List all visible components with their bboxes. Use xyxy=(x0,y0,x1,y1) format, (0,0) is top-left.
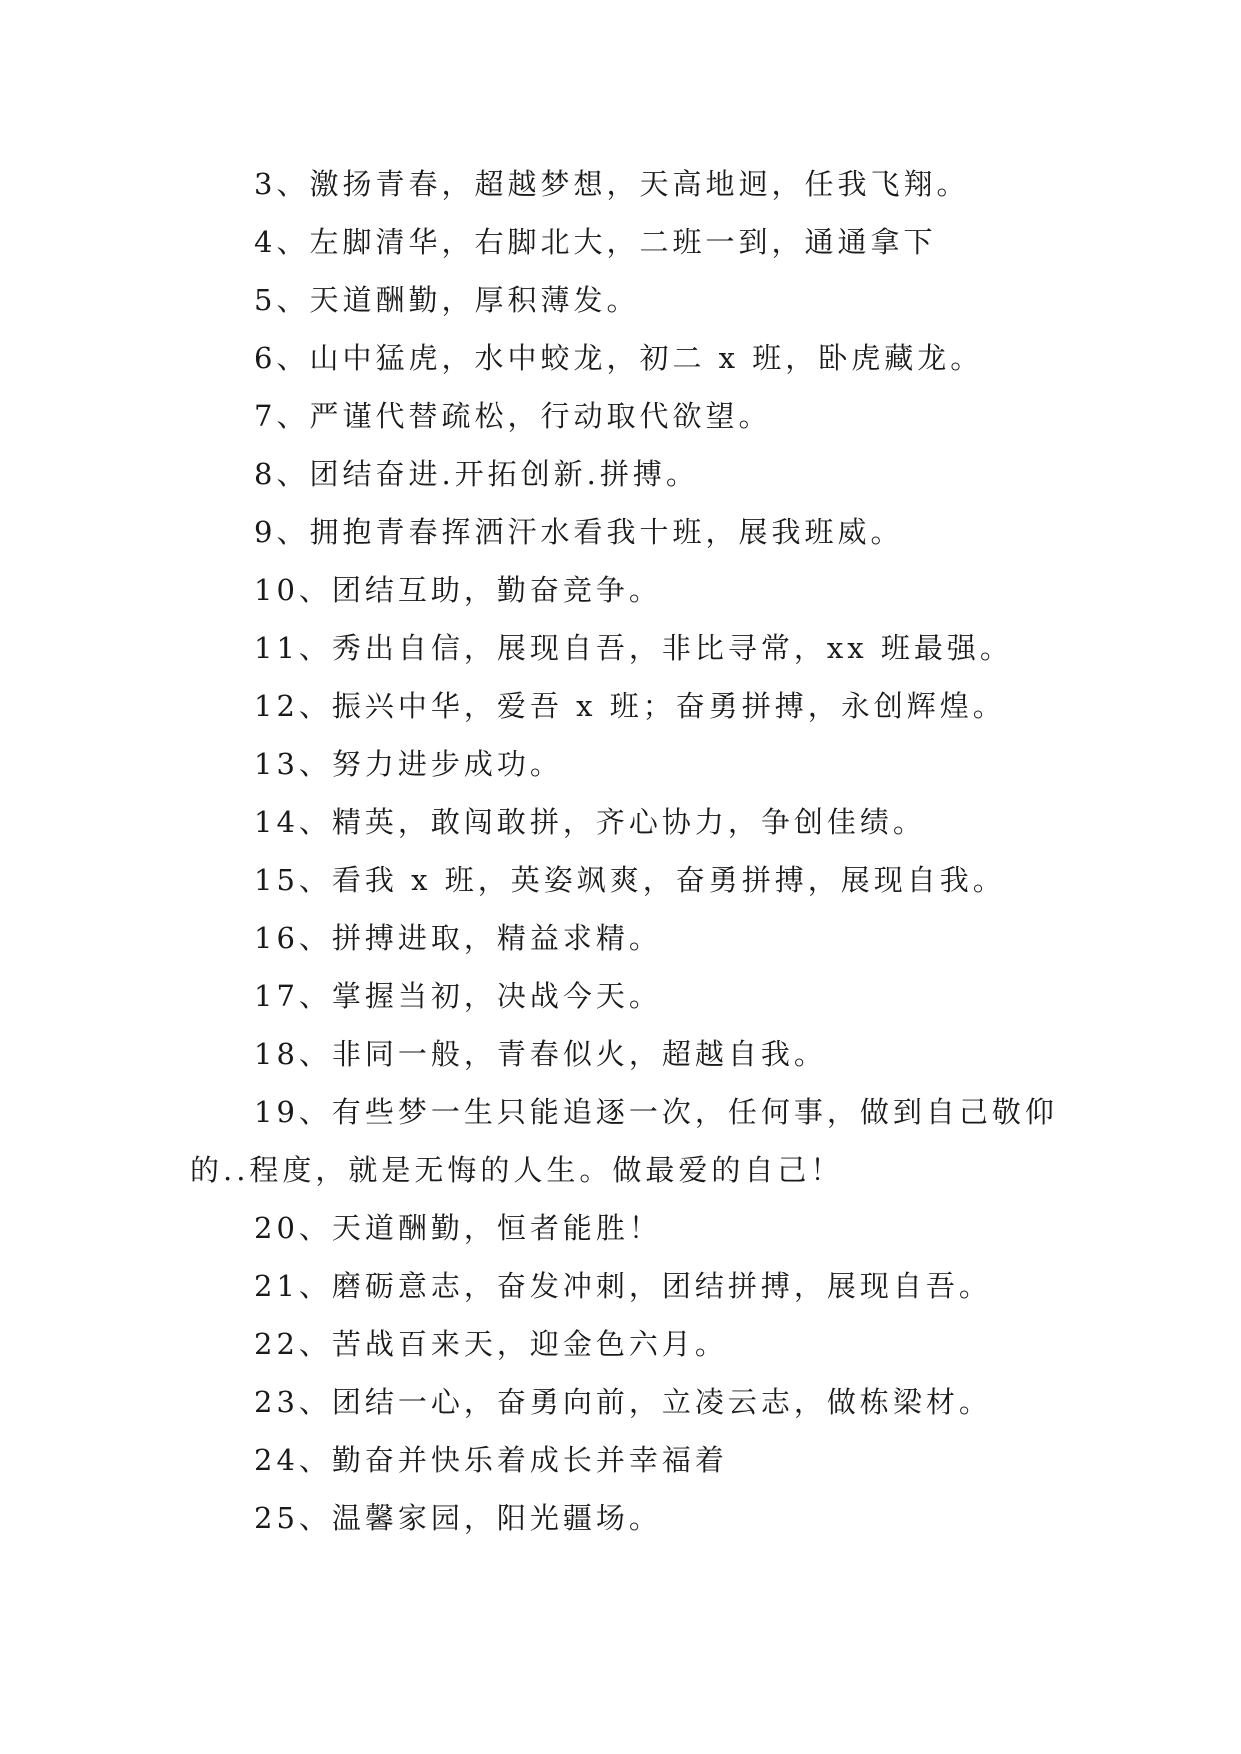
slogan-item: 7、严谨代替疏松，行动取代欲望。 xyxy=(254,399,772,433)
slogan-item: 21、磨砺意志，奋发冲刺，团结拼搏，展现自吾。 xyxy=(254,1269,992,1303)
slogan-item: 12、振兴中华，爱吾 x 班；奋勇拼搏，永创辉煌。 xyxy=(254,689,1006,723)
slogan-item: 8、团结奋进.开拓创新.拼搏。 xyxy=(254,457,699,491)
slogan-item: 15、看我 x 班，英姿飒爽，奋勇拼搏，展现自我。 xyxy=(254,863,1006,897)
slogan-item: 24、勤奋并快乐着成长并幸福着 xyxy=(254,1443,728,1477)
slogan-item: 23、团结一心，奋勇向前，立凌云志，做栋梁材。 xyxy=(254,1385,992,1419)
slogan-item: 5、天道酬勤，厚积薄发。 xyxy=(254,283,640,317)
slogan-item-long: 19、有些梦一生只能追逐一次，任何事，做到自己敬仰的..程度，就是无悔的人生。做最爱的自己！ xyxy=(190,1095,1058,1187)
slogan-item: 22、苦战百来天，迎金色六月。 xyxy=(254,1327,728,1361)
slogan-item: 10、团结互助，勤奋竞争。 xyxy=(254,573,662,607)
slogan-item: 18、非同一般，青春似火，超越自我。 xyxy=(254,1037,827,1071)
slogan-item: 25、温馨家园，阳光疆场。 xyxy=(254,1501,662,1535)
slogan-item: 16、拼搏进取，精益求精。 xyxy=(254,921,662,955)
slogan-item: 14、精英，敢闯敢拼，齐心协力，争创佳绩。 xyxy=(254,805,926,839)
slogan-list xyxy=(190,155,1060,1547)
slogan-item: 17、掌握当初，决战今天。 xyxy=(254,979,662,1013)
slogan-item: 6、山中猛虎，水中蛟龙，初二 x 班，卧虎藏龙。 xyxy=(254,341,984,375)
slogan-item: 11、秀出自信，展现自吾，非比寻常，xx 班最强。 xyxy=(254,631,1013,665)
slogan-item: 20、天道酬勤，恒者能胜！ xyxy=(254,1211,662,1245)
slogan-item: 9、拥抱青春挥洒汗水看我十班，展我班威。 xyxy=(254,515,904,549)
slogan-item: 3、激扬青春，超越梦想，天高地迥，任我飞翔。 xyxy=(254,167,970,201)
slogan-item: 4、左脚清华，右脚北大，二班一到，通通拿下 xyxy=(254,225,937,259)
slogan-item: 13、努力进步成功。 xyxy=(254,747,563,781)
